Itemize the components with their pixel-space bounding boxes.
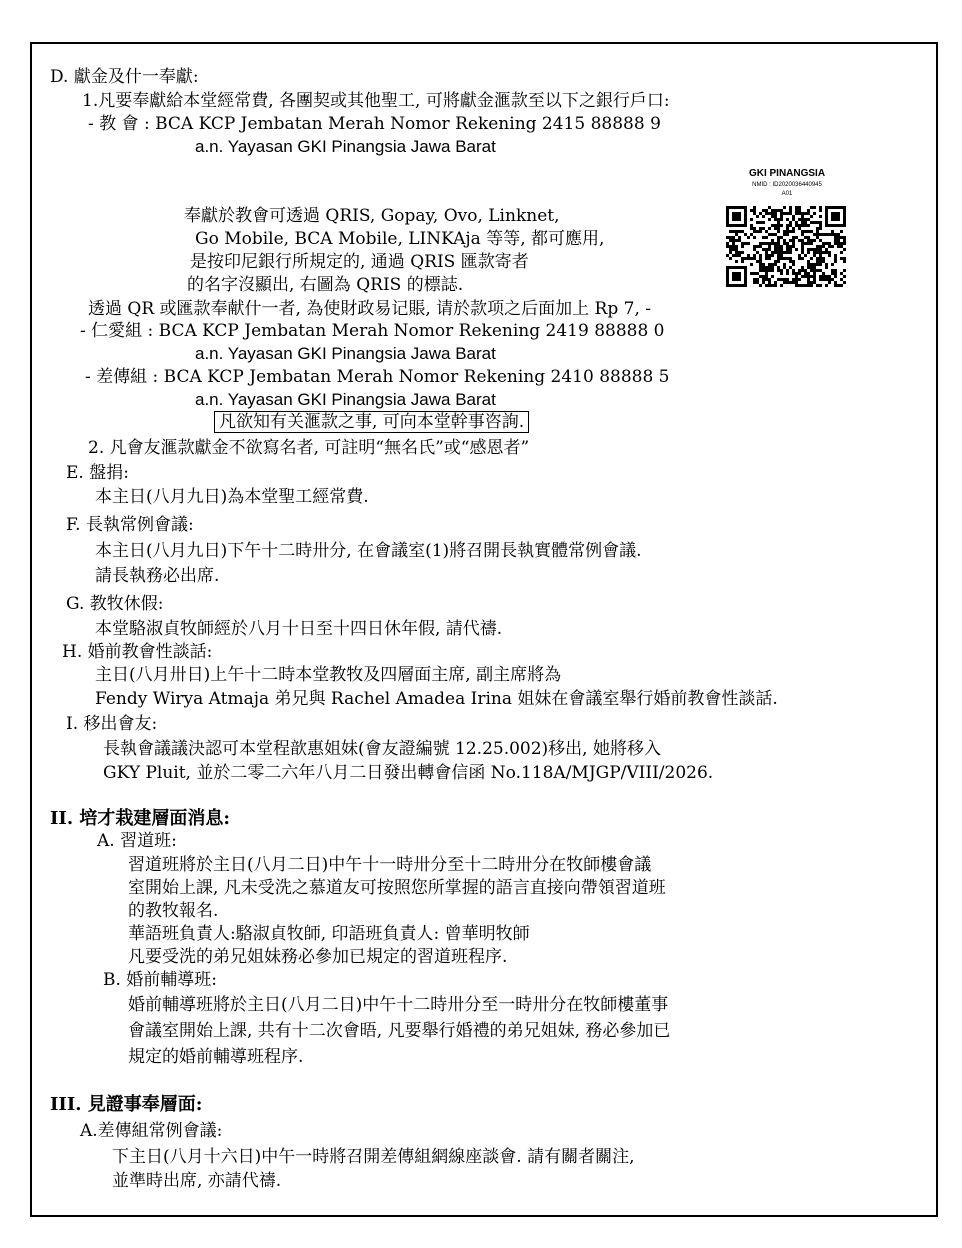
text-line: - 教 會 : BCA KCP Jembatan Merah Nomor Rekening 2415 88888 9	[88, 114, 661, 134]
qris-nmid: NMID : ID2020036440945	[752, 182, 822, 188]
text-line: 會議室開始上課, 共有十二次會晤, 凡要舉行婚禮的弟兄姐妹, 務必參加已	[128, 1021, 671, 1041]
text-line: - 仁愛組 : BCA KCP Jembatan Merah Nomor Rekening 2419 88888 0	[80, 321, 665, 341]
text-line: Fendy Wirya Atmaja 弟兄與 Rachel Amadea Irina 姐妹在會議室舉行婚前教會性談話.	[95, 689, 778, 709]
subsection-a-heading: A.差傳組常例會議:	[80, 1121, 223, 1141]
text-line: GKY Pluit, 並於二零二六年八月二日發出轉會信函 No.118A/MJGP/VIII/2026.	[103, 763, 714, 783]
text-line: 習道班將於主日(八月二日)中午十一時卅分至十二時卅分在牧師樓會議	[128, 855, 652, 875]
subsection-a-heading: A. 習道班:	[97, 831, 177, 851]
text-line: a.n. Yayasan GKI Pinangsia Jawa Barat	[195, 344, 496, 363]
text-line: - 差傳組 : BCA KCP Jembatan Merah Nomor Rekening 2410 88888 5	[85, 367, 670, 387]
text-line: 是按印尼銀行所規定的, 通過 QRIS 匯款寄者	[190, 252, 529, 272]
text-line: 並準時出席, 亦請代禱.	[112, 1171, 282, 1191]
qris-code	[724, 168, 850, 292]
text-line: 透過 QR 或匯款奉献什一者, 為使財政易记賬, 请於款项之后面加上 Rp 7, -	[88, 299, 652, 319]
notice-box-text: 凡欲知有关滙款之事, 可向本堂幹事咨詢.	[214, 411, 529, 433]
section-h-heading: H. 婚前教會性談話:	[62, 642, 213, 662]
text-line: 的名字沒顯出, 右圖為 QRIS 的標誌.	[187, 275, 464, 295]
section-i-heading: I. 移出會友:	[66, 714, 158, 734]
text-line: 規定的婚前輔導班程序.	[128, 1047, 304, 1067]
section-e-heading: E. 盤捐:	[66, 463, 129, 483]
subsection-b-heading: B. 婚前輔導班:	[103, 970, 218, 990]
text-line: 請長執務必出席.	[95, 566, 220, 586]
section-d-heading: D. 獻金及什一奉獻:	[50, 67, 199, 87]
text-line: 長執會議議決認可本堂程歆惠姐妹(會友證編號 12.25.002)移出, 她將移入	[103, 739, 661, 759]
text-line: 1.凡要奉獻給本堂經常費, 各團契或其他聖工, 可將獻金滙款至以下之銀行戶口:	[82, 91, 670, 111]
text-line: 室開始上課, 凡未受洗之慕道友可按照您所掌握的語言直接向帶領習道班	[128, 878, 666, 898]
text-line: 2. 凡會友滙款獻金不欲寫名者, 可註明“無名氏”或“感恩者”	[88, 438, 530, 458]
text-line: 的教牧報名.	[128, 901, 219, 921]
text-line: 下主日(八月十六日)中午一時將召開差傳組網線座談會. 請有關者關注,	[112, 1147, 635, 1167]
qris-title: GKI PINANGSIA	[748, 168, 826, 179]
qris-terminal: A01	[781, 191, 793, 197]
notice-box	[214, 411, 529, 433]
section-f-heading: F. 長執常例會議:	[66, 515, 194, 535]
qr-code-icon	[726, 206, 848, 288]
section-iii-heading: III. 見證事奉層面:	[50, 1094, 203, 1115]
text-line: 本主日(八月九日)下午十二時卅分, 在會議室(1)將召開長執實體常例會議.	[95, 541, 642, 561]
section-g-heading: G. 教牧休假:	[66, 594, 164, 614]
text-line: 婚前輔導班將於主日(八月二日)中午十二時卅分至一時卅分在牧師樓董事	[128, 995, 669, 1015]
text-line: Go Mobile, BCA Mobile, LINKAja 等等, 都可應用,	[195, 229, 605, 249]
text-line: a.n. Yayasan GKI Pinangsia Jawa Barat	[195, 137, 496, 156]
text-line: 本堂駱淑貞牧師經於八月十日至十四日休年假, 請代禱.	[95, 619, 503, 639]
text-line: 奉獻於教會可透過 QRIS, Gopay, Ovo, Linknet,	[184, 206, 560, 226]
text-line: 主日(八月卅日)上午十二時本堂教牧及四層面主席, 副主席將為	[95, 665, 562, 685]
text-line: 凡要受洗的弟兄姐妹務必參加已規定的習道班程序.	[128, 947, 508, 967]
text-line: 本主日(八月九日)為本堂聖工經常費.	[95, 487, 369, 507]
text-line: 華語班負責人:駱淑貞牧師, 印語班負責人: 曾華明牧師	[128, 924, 530, 944]
text-line: a.n. Yayasan GKI Pinangsia Jawa Barat	[195, 390, 496, 409]
section-ii-heading: II. 培才栽建層面消息:	[50, 808, 231, 829]
